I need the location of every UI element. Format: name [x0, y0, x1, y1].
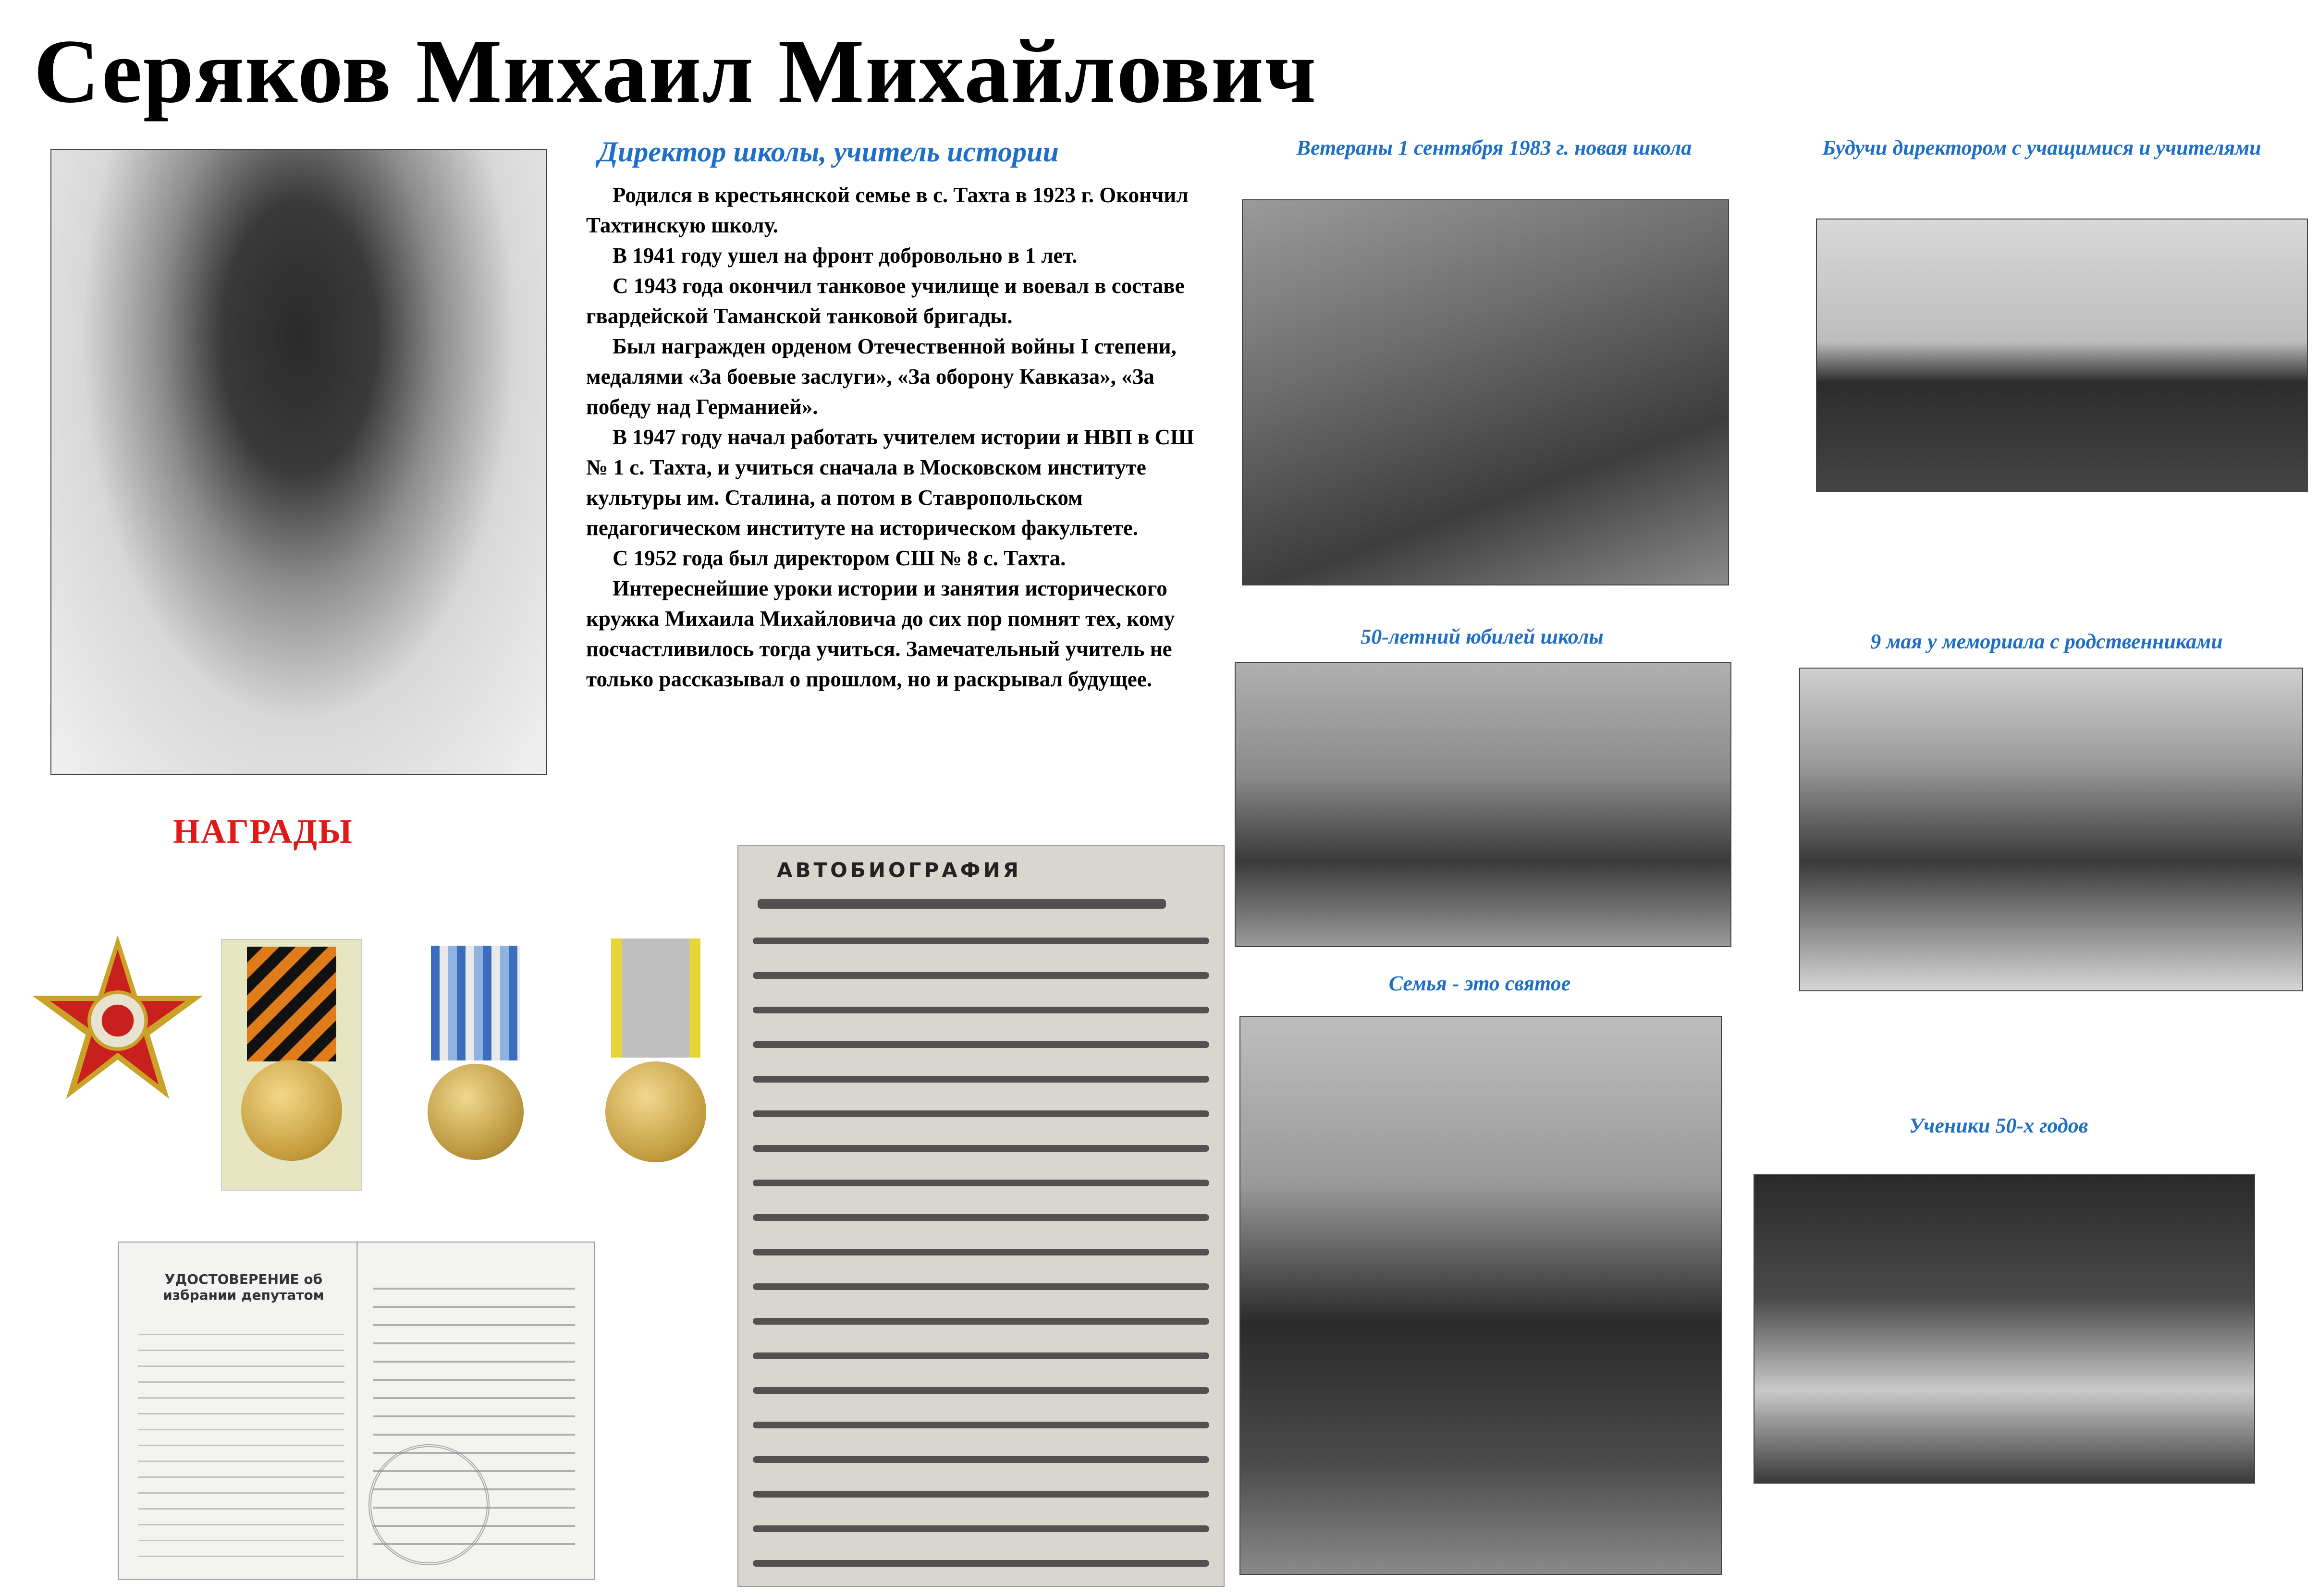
bio-paragraph: Родился в крестьянской семье в с. Тахта в 1923 г. Окончил Тахтинскую школу. [586, 183, 1189, 237]
subtitle: Директор школы, учитель истории [598, 136, 1059, 168]
caption-jubilee: 50-летний юбилей школы [1361, 625, 1604, 648]
medal-combat-merit-icon [586, 932, 725, 1191]
awards-heading: НАГРАДЫ [173, 812, 353, 851]
photo-school-jubilee [1235, 662, 1731, 947]
caption-pupils: Ученики 50-х годов [1909, 1114, 2088, 1137]
caption-director: Будучи директором с учащимися и учителями [1822, 136, 2261, 159]
medal-defense-caucasus-icon [406, 939, 545, 1189]
photo-veterans [1242, 199, 1729, 585]
portrait-photo [50, 149, 547, 775]
photo-director-with-students [1816, 219, 2308, 492]
photo-may9-memorial [1799, 668, 2303, 991]
bio-paragraph: С 1952 года был директором СШ № 8 с. Тахта. [613, 546, 1066, 570]
bio-paragraph: Интереснейшие уроки истории и занятия исторического кружка Михаила Михайловича до сих пор помнят тех, кому посчастливилось тогда учиться. Замечательный учитель не только рассказывал о прошлом, но и раскрывал будущее. [586, 576, 1175, 691]
bio-paragraph: Был награжден орденом Отечественной войны I степени, медалями «За боевые заслуги», «За оборону Кавказа», «За победу над Германией». [586, 334, 1177, 419]
biography-text [586, 180, 1206, 694]
bio-paragraph: С 1943 года окончил танковое училище и воевал в составе гвардейской Таманской танковой бригады. [586, 274, 1185, 328]
autobiography-document [737, 845, 1225, 1587]
caption-may9: 9 мая у мемориала с родственниками [1870, 630, 2223, 653]
order-patriotic-war-icon [29, 932, 207, 1109]
caption-veterans: Ветераны 1 сентября 1983 г. новая школа [1296, 136, 1692, 159]
medal-victory-over-germany-icon [221, 939, 362, 1191]
page-title: Серяков Михаил Михайлович [34, 21, 1317, 122]
bio-paragraph: В 1941 году ушел на фронт добровольно в 1 лет. [613, 244, 1078, 268]
bio-paragraph: В 1947 году начал работать учителем истории и НВП в СШ № 1 с. Тахта, и учиться сначала в Московском институте культуры им. Сталина, а потом в Ставропольском педагогическом институте на историческом факультете. [586, 425, 1194, 540]
photo-family [1239, 1016, 1722, 1575]
certificate-stamp [368, 1444, 490, 1565]
deputy-certificate [118, 1242, 595, 1580]
certificate-heading: УДОСТОВЕРЕНИЕ об избрании депутатом [163, 1271, 324, 1303]
photo-pupils-1950s [1754, 1174, 2255, 1484]
caption-family: Семья - это святое [1388, 972, 1571, 995]
autobiography-heading: АВТОБИОГРАФИЯ [777, 858, 1021, 882]
